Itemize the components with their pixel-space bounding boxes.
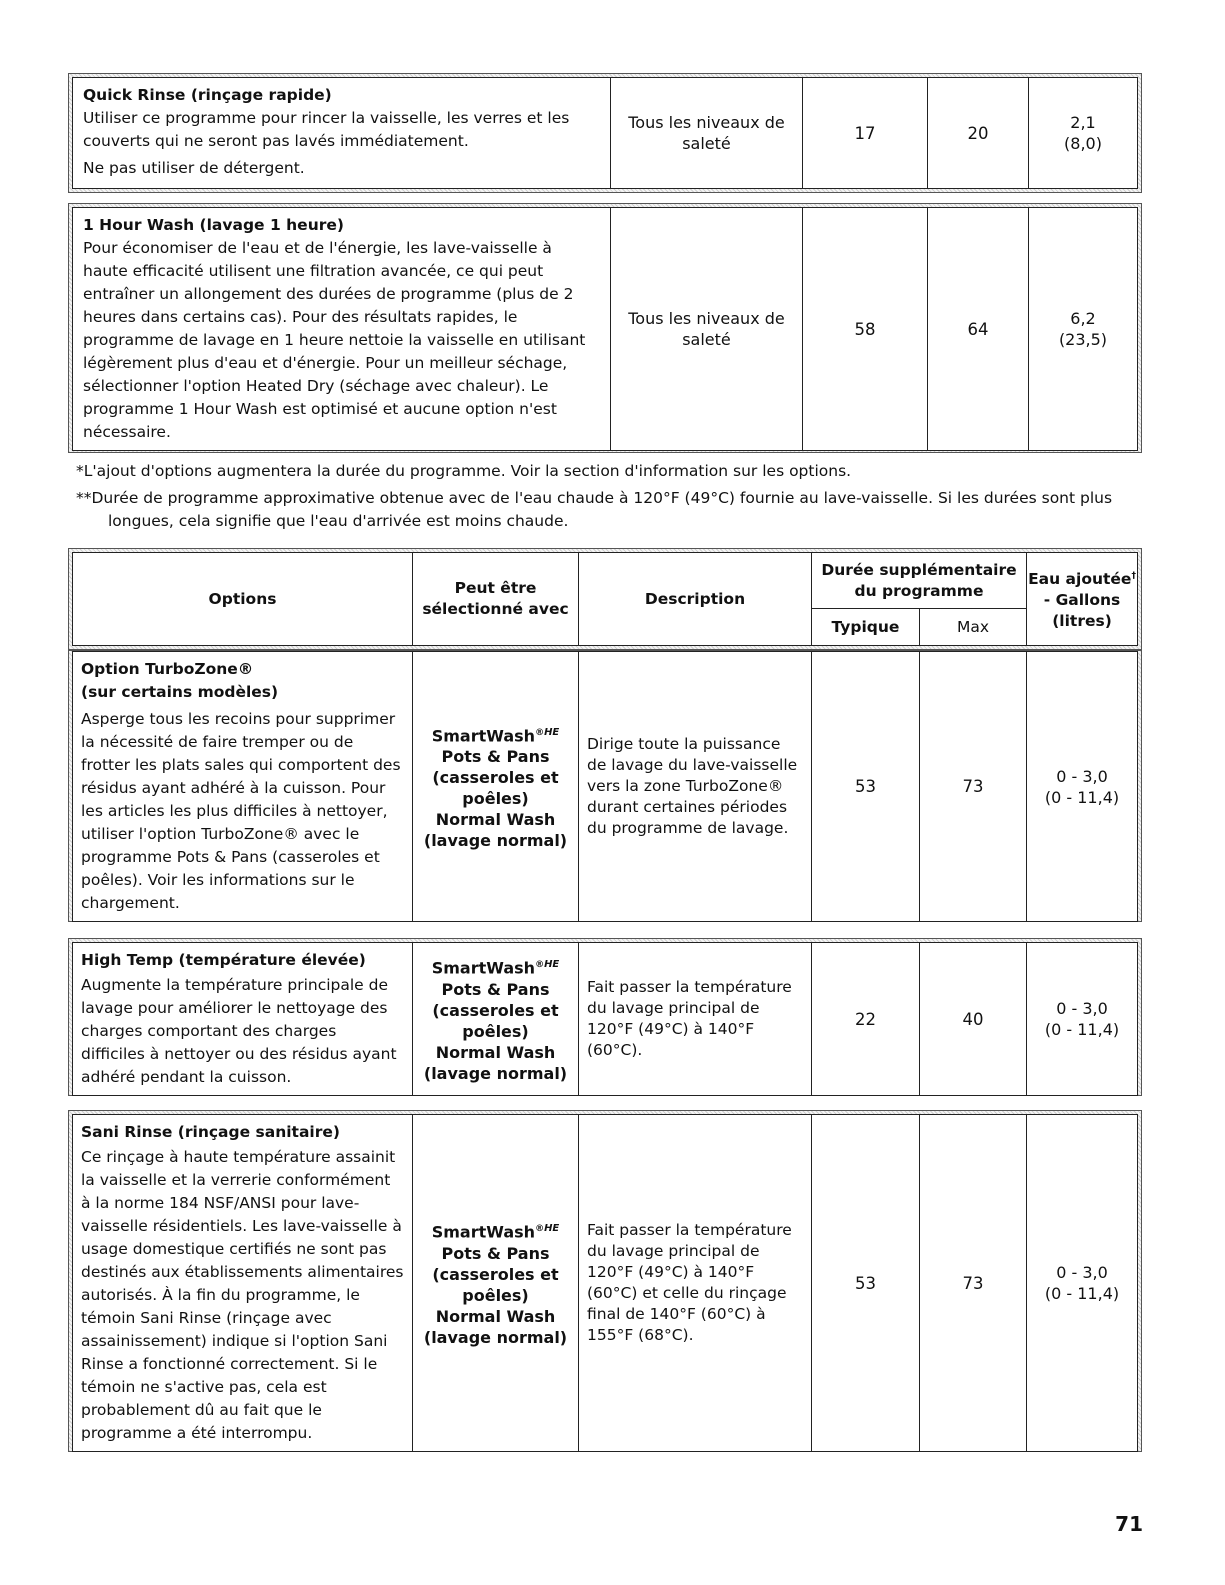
cycle-pots-pans: Pots & Pans [441, 1243, 550, 1263]
page-number: 71 [1115, 1512, 1143, 1536]
cycle-table [72, 207, 1138, 451]
cycle-smartwash: SmartWash$^{®HE}$ [431, 1222, 560, 1242]
he-mark: HE [544, 726, 560, 738]
option-text: Augmente la température principale de lavage pour améliorer le nettoyage des charges comportant des charges difficiles à nettoyer ou des résidus ayant adhéré pendant la cuisson. [81, 976, 397, 1086]
cycle-paragraph: Utiliser ce programme pour rincer la vaisselle, les verres et les couverts qui ne seront pas lavés immédiatement. [83, 109, 570, 150]
cycle-smartwash: SmartWash$^{®HE}$ [431, 726, 560, 746]
soil-level: Tous les niveaux de saleté [611, 78, 803, 189]
water-gallons: 0 - 3,0 [1056, 1263, 1108, 1282]
option-details [73, 1115, 413, 1452]
typical-time: 53 [812, 1115, 920, 1452]
option-subtitle: (sur certains modèles) [81, 683, 279, 701]
option-details [73, 943, 413, 1096]
water-liters: (0 - 11,4) [1044, 1020, 1120, 1039]
water-liters: (8,0) [1064, 134, 1102, 153]
header-water [1027, 553, 1138, 646]
cycle-pots-pans: Pots & Pans [441, 979, 550, 999]
header-added-time: Durée supplémentaire du programme [812, 553, 1027, 609]
cycle-title: Quick Rinse (rinçage rapide) [83, 86, 332, 104]
footnote-options: *L'ajout d'options augmentera la durée du programme. Voir la section d'information sur les options. [76, 462, 852, 480]
cycle-pots-pans: Pots & Pans [441, 747, 550, 767]
selectable-cycles [413, 1115, 579, 1452]
cycle-description [73, 78, 611, 189]
option-block-turbozone [68, 650, 1142, 922]
cycle-block-quick-rinse [68, 73, 1142, 193]
cycle-pots-pans-fr: (casseroles et poêles) [432, 768, 559, 809]
header-water-units: - Gallons (litres) [1043, 591, 1121, 631]
option-text: Asperge tous les recoins pour supprimer la nécessité de faire tremper ou de frotter les plats sales qui comportent des résidus ayant adhéré à la cuisson. Pour les articles les plus difficiles à nettoyer, utiliser l'option TurboZone® avec le programme Pots & Pans (casseroles et poêles). Voir les informations sur le chargement. [81, 710, 401, 912]
header-description: Description [579, 553, 812, 646]
option-table [72, 942, 1138, 1096]
header-selectable: Peut être sélectionné avec [413, 553, 579, 646]
max-time: 73 [920, 652, 1027, 922]
cycle-paragraph: Pour économiser de l'eau et de l'énergie, les lave-vaisselle à haute efficacité utilisent une filtration avancée, ce qui peut entraîner un allongement des durées de programme (plus de 2 heures dans certains cas). Pour des résultats rapides, le programme de lavage en 1 heure nettoie la vaisselle en utilisant légèrement plus d'eau et d'énergie. Pour un meilleur séchage, sélectionner l'option Heated Dry (séchage avec chaleur). Le programme 1 Hour Wash est optimisé et aucune option n'est nécessaire. [83, 239, 586, 441]
selectable-cycles [413, 652, 579, 922]
water-gallons: 0 - 3,0 [1056, 766, 1108, 786]
option-table [72, 651, 1138, 922]
footnotes [76, 460, 1156, 533]
header-water-label: Eau ajoutée [1028, 570, 1132, 589]
dagger-mark: † [1131, 570, 1136, 581]
options-header-table [72, 552, 1138, 646]
water-gallons: 2,1 [1070, 113, 1096, 132]
max-time: 73 [920, 1115, 1027, 1452]
header-options: Options [73, 553, 413, 646]
water-liters: (0 - 11,4) [1044, 1284, 1120, 1303]
option-title: Sani Rinse (rinçage sanitaire) [81, 1123, 340, 1141]
water-liters: (0 - 11,4) [1044, 787, 1120, 807]
typical-time: 53 [812, 652, 920, 922]
he-mark: HE [544, 959, 560, 971]
option-block-high-temp [68, 938, 1142, 1096]
water-added [1027, 1115, 1138, 1452]
option-description: Dirige toute la puissance de lavage du lave-vaisselle vers la zone TurboZone® durant certaines périodes du programme de lavage. [579, 652, 812, 922]
header-max: Max [920, 609, 1027, 646]
cycle-normal-wash-fr: (lavage normal) [423, 1063, 568, 1083]
typical-time: 17 [803, 78, 928, 189]
cycle-normal-wash: Normal Wash [435, 1306, 556, 1326]
cycle-normal-wash: Normal Wash [435, 1042, 556, 1062]
options-header-block [68, 548, 1142, 650]
soil-level: Tous les niveaux de saleté [611, 208, 803, 451]
cycle-paragraph: Ne pas utiliser de détergent. [83, 159, 305, 177]
option-description: Fait passer la température du lavage principal de 120°F (49°C) à 140°F (60°C) et celle du rinçage final de 140°F (60°C) à 155°F (68°C). [579, 1115, 812, 1452]
cycle-title: 1 Hour Wash (lavage 1 heure) [83, 216, 344, 234]
max-time: 40 [920, 943, 1027, 1096]
footnote-water-temp: **Durée de programme approximative obtenue avec de l'eau chaude à 120°F (49°C) fournie au lave-vaisselle. Si les durées sont plus longues, cela signifie que l'eau d'arrivée est moins chaude. [76, 489, 1113, 530]
water-liters: (23,5) [1058, 330, 1108, 349]
typical-time: 22 [812, 943, 920, 1096]
option-title: Option TurboZone® [81, 660, 254, 678]
max-time: 64 [928, 208, 1029, 451]
water-gallons: 0 - 3,0 [1056, 999, 1108, 1018]
water-added [1027, 652, 1138, 922]
cycle-pots-pans-fr: (casseroles et poêles) [432, 1264, 559, 1305]
option-table [72, 1114, 1138, 1452]
he-mark: HE [544, 1223, 560, 1235]
selectable-cycles [413, 943, 579, 1096]
option-details [73, 652, 413, 922]
water-usage [1029, 208, 1138, 451]
header-typical: Typique [812, 609, 920, 646]
cycle-table [72, 77, 1138, 189]
cycle-pots-pans-fr: (casseroles et poêles) [432, 1000, 559, 1041]
cycle-description [73, 208, 611, 451]
typical-time: 58 [803, 208, 928, 451]
water-gallons: 6,2 [1070, 309, 1096, 328]
cycle-smartwash: SmartWash$^{®HE}$ [431, 958, 560, 978]
water-added [1027, 943, 1138, 1096]
cycle-block-1-hour-wash [68, 203, 1142, 453]
option-description: Fait passer la température du lavage principal de 120°F (49°C) à 140°F (60°C). [579, 943, 812, 1096]
option-title: High Temp (température élevée) [81, 951, 366, 969]
max-time: 20 [928, 78, 1029, 189]
cycle-normal-wash-fr: (lavage normal) [423, 1327, 568, 1347]
cycle-normal-wash: Normal Wash [435, 810, 556, 830]
option-block-sani-rinse [68, 1110, 1142, 1452]
water-usage [1029, 78, 1138, 189]
cycle-normal-wash-fr: (lavage normal) [423, 831, 568, 851]
option-text: Ce rinçage à haute température assainit la vaisselle et la verrerie conformément à la norme 184 NSF/ANSI pour lave-vaisselle résidentiels. Les lave-vaisselle à usage domestique certifiés ne sont pas destinés aux établissements alimentaires autorisés. À la fin du programme, le témoin Sani Rinse (rinçage avec assainissement) indique si l'option Sani Rinse a fonctionné correctement. Si le témoin ne s'active pas, cela est probablement dû au fait que le programme a été interrompu. [81, 1148, 404, 1442]
